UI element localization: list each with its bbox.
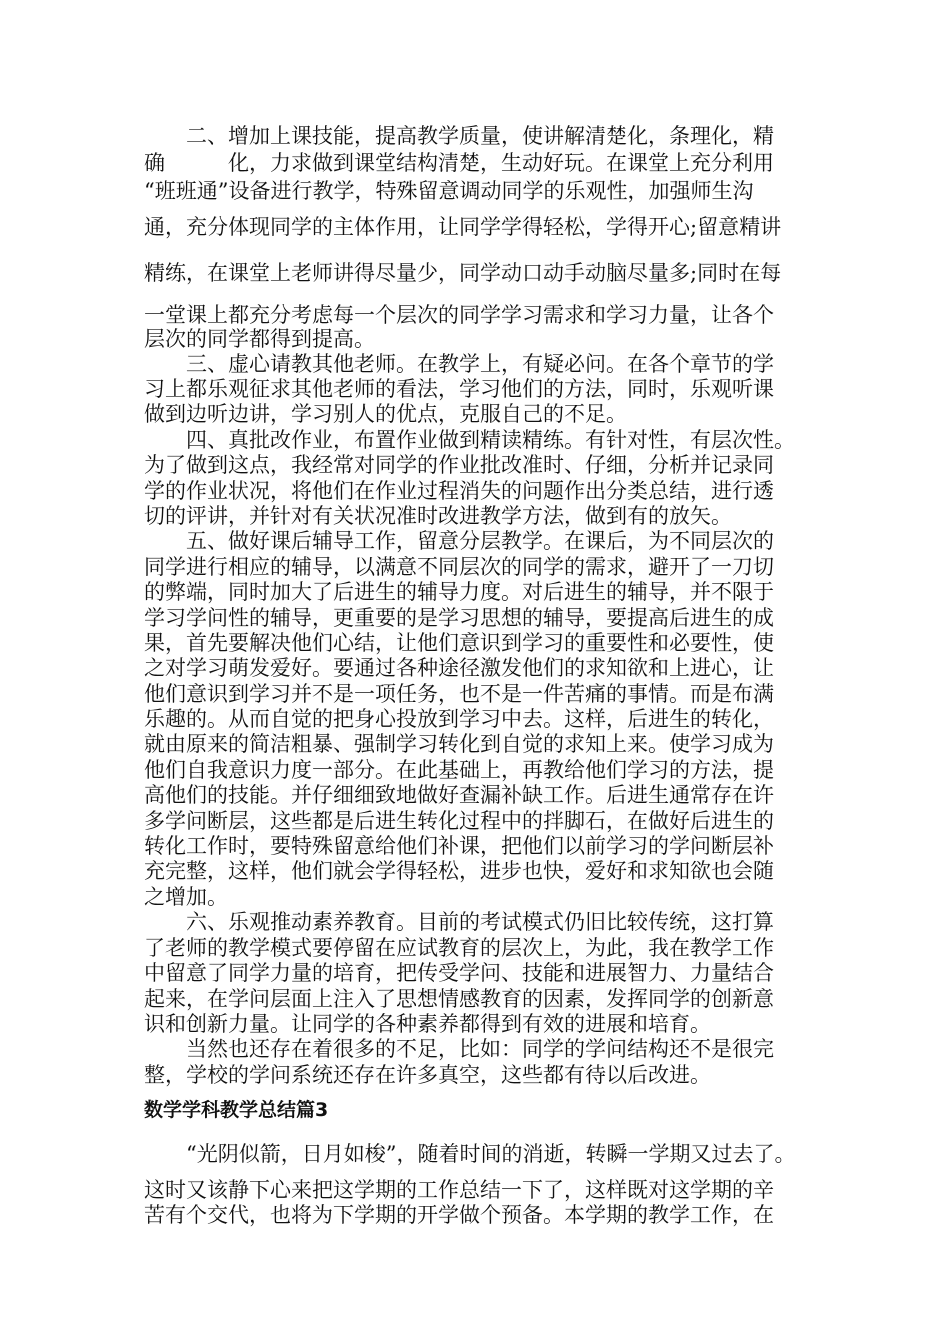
paragraph-line: 他们自我意识力度一部分。在此基础上，再教给他们学习的方法，提: [144, 758, 774, 782]
paragraph-line: 识和创新力量。让同学的各种素养都得到有效的进展和培育。: [144, 1012, 711, 1036]
paragraph-line: 了老师的教学模式要停留在应试教育的层次上，为此，我在教学工作: [144, 936, 774, 960]
paragraph-line: 这时又该静下心来把这学期的工作总结一下了，这样既对这学期的辛: [144, 1178, 774, 1202]
paragraph-line: 一堂课上都充分考虑每一个层次的同学学习需求和学习力量，让各个: [144, 303, 774, 327]
paragraph-line: 二、增加上课技能，提高教学质量，使讲解清楚化，条理化，精: [186, 124, 774, 148]
paragraph-line: 多学问断层，这些都是后进生转化过程中的拌脚石，在做好后进生的: [144, 809, 774, 833]
paragraph-line: 整，学校的学问系统还存在许多真空，这些都有待以后改进。: [144, 1063, 711, 1087]
paragraph-line: “班班通”设备进行教学，特殊留意调动同学的乐观性，加强师生沟: [144, 179, 754, 203]
paragraph-line: 苦有个交代，也将为下学期的开学做个预备。本学期的教学工作，在: [144, 1203, 774, 1227]
paragraph-line: 就由原来的简洁粗暴、强制学习转化到自觉的求知上来。使学习成为: [144, 732, 774, 756]
paragraph-line: 同学进行相应的辅导，以满意不同层次的同学的需求，避开了一刀切: [144, 555, 774, 579]
paragraph-line: 之对学习萌发爱好。要通过各种途径激发他们的求知欲和上进心，让: [144, 656, 774, 680]
paragraph-line: 他们意识到学习并不是一项任务，也不是一件苦痛的事情。而是布满: [144, 682, 774, 706]
paragraph-line: 之增加。: [144, 885, 228, 909]
paragraph-line: 乐趣的。从而自觉的把身心投放到学习中去。这样，后进生的转化，: [144, 707, 774, 731]
paragraph-line: 做到边听边讲，学习别人的优点，克服自己的不足。: [144, 402, 627, 426]
paragraph-line: “光阴似箭，日月如梭”，随着时间的消逝，转瞬一学期又过去了。: [186, 1142, 796, 1166]
paragraph-line: 层次的同学都得到提高。: [144, 327, 375, 351]
paragraph-line: 学习学问性的辅导，更重要的是学习思想的辅导，要提高后进生的成: [144, 606, 774, 630]
paragraph-line: 学的作业状况，将他们在作业过程消失的问题作出分类总结，进行透: [144, 479, 774, 503]
paragraph-line: 当然也还存在着很多的不足，比如：同学的学问结构还不是很完: [186, 1037, 774, 1061]
paragraph-line: 高他们的技能。并仔细细致地做好查漏补缺工作。后进生通常存在许: [144, 783, 774, 807]
paragraph-line: 切的评讲，并针对有关状况准时改进教学方法，做到有的放矢。: [144, 504, 732, 528]
paragraph-line: 三、虚心请教其他老师。在教学上，有疑必问。在各个章节的学: [186, 352, 774, 376]
paragraph-line: 为了做到这点，我经常对同学的作业批改准时、仔细，分析并记录同: [144, 453, 774, 477]
paragraph-line: 精练，在课堂上老师讲得尽量少，同学动口动手动脑尽量多;同时在每: [144, 261, 782, 285]
paragraph-line: 的弊端，同时加大了后进生的辅导力度。对后进生的辅导，并不限于: [144, 580, 774, 604]
paragraph-line: 四、真批改作业，布置作业做到精读精练。有针对性，有层次性。: [186, 428, 795, 452]
paragraph-line: 中留意了同学力量的培育，把传受学问、技能和进展智力、力量结合: [144, 961, 774, 985]
paragraph-line: 转化工作时，要特殊留意给他们补课，把他们以前学习的学问断层补: [144, 834, 774, 858]
paragraph-line: 通，充分体现同学的主体作用，让同学学得轻松，学得开心;留意精讲: [144, 215, 782, 239]
section-heading: 数学学科教学总结篇3: [144, 1099, 329, 1121]
paragraph-line: 起来，在学问层面上注入了思想情感教育的因素，发挥同学的创新意: [144, 987, 774, 1011]
paragraph-line: 六、乐观推动素养教育。目前的考试模式仍旧比较传统，这打算: [186, 910, 774, 934]
paragraph-line: 充完整，这样，他们就会学得轻松，进步也快，爱好和求知欲也会随: [144, 859, 774, 883]
paragraph-line: 果，首先要解决他们心结，让他们意识到学习的重要性和必要性，使: [144, 631, 774, 655]
paragraph-line: 确 化，力求做到课堂结构清楚，生动好玩。在课堂上充分利用: [144, 151, 774, 175]
paragraph-line: 五、做好课后辅导工作，留意分层教学。在课后，为不同层次的: [186, 529, 774, 553]
paragraph-line: 习上都乐观征求其他老师的看法，学习他们的方法，同时，乐观听课: [144, 377, 774, 401]
